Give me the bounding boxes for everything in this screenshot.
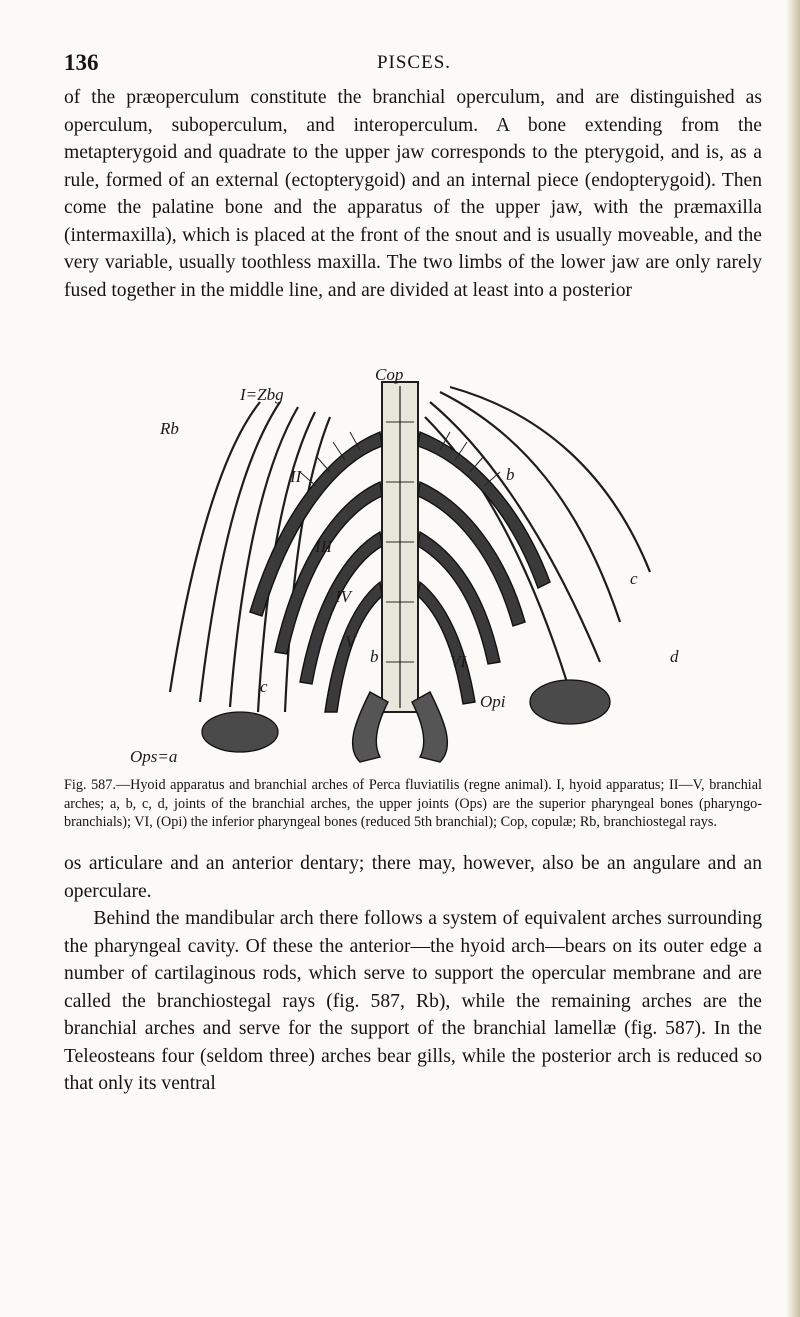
caption-text: Fig. 587.—Hyoid apparatus and branchial arches of Perca fluviatilis (regne animal). I, hyoid apparatus; II—V, branchial arches; a, b, c, d, joints of the branchial arches, the upper joints (Ops) are the superior pharyngeal bones (pharyngo-branchials); VI, (Opi) the inferior pharyngeal bones (reduced 5th branchial); Cop, copulæ; Rb, branchiostegal rays.	[64, 777, 762, 831]
label-b-right: b	[506, 465, 515, 484]
label-cop: Cop	[375, 365, 404, 384]
label-ops: Ops=a	[130, 747, 178, 766]
label-ii: II	[290, 467, 302, 486]
label-b-left: b	[370, 647, 379, 666]
label-iv: IV	[335, 587, 352, 606]
running-title: PISCES.	[376, 52, 452, 73]
label-hyoid: I=Zbg	[240, 385, 284, 404]
figure-hyoid-apparatus	[130, 362, 700, 772]
figure-caption	[64, 776, 762, 832]
label-c-left: c	[260, 677, 268, 696]
label-rb: Rb	[160, 419, 179, 438]
label-vi: VI	[450, 652, 467, 671]
page-edge-shadow	[786, 0, 800, 1317]
branchial-arches-right	[418, 432, 550, 704]
copula-column	[382, 382, 418, 712]
running-head	[64, 50, 764, 80]
label-d: d	[670, 647, 679, 666]
label-v: V	[345, 632, 356, 651]
hyoid-branchial-illustration	[130, 362, 700, 772]
label-opi: Opi	[480, 692, 506, 711]
label-iii: III	[315, 537, 332, 556]
paragraph-2a: os articulare and an anterior dentary; there may, however, also be an angulare and an operculare.	[64, 853, 762, 902]
body-paragraph-2	[64, 850, 762, 1098]
body-paragraph-1: of the præoperculum constitute the branchial operculum, and are distinguished as operculum, suboperculum, and interoperculum. A bone extending from the metapterygoid and quadrate to the upper jaw corresponds to the pterygoid, and is, as a rule, formed of an external (ectopterygoid) and an internal piece (endopterygoid). Then come the palatine bone and the apparatus of the upper jaw, with the præmaxilla (intermaxilla), which is placed at the front of the snout and is usually moveable, and the very variable, usually toothless maxilla. The two limbs of the lower jaw are only rarely fused together in the middle line, and are divided at least into a posterior	[64, 87, 762, 301]
paragraph-2b: Behind the mandibular arch there follows a system of equivalent arches surrounding the pharyngeal cavity. Of these the anterior—the hyoid arch—bears on its outer edge a number of cartilaginous rods, which serve to support the opercular membrane and are called the branchiostegal rays (fig. 587, Rb), while the remaining arches are the branchial arches and serve for the support of the branchial lamellæ (fig. 587). In the Teleosteans four (seldom three) arches bear gills, while the posterior arch is reduced so that only its ventral	[64, 908, 762, 1094]
label-c-right: c	[630, 569, 638, 588]
page-number: 136	[64, 50, 99, 75]
